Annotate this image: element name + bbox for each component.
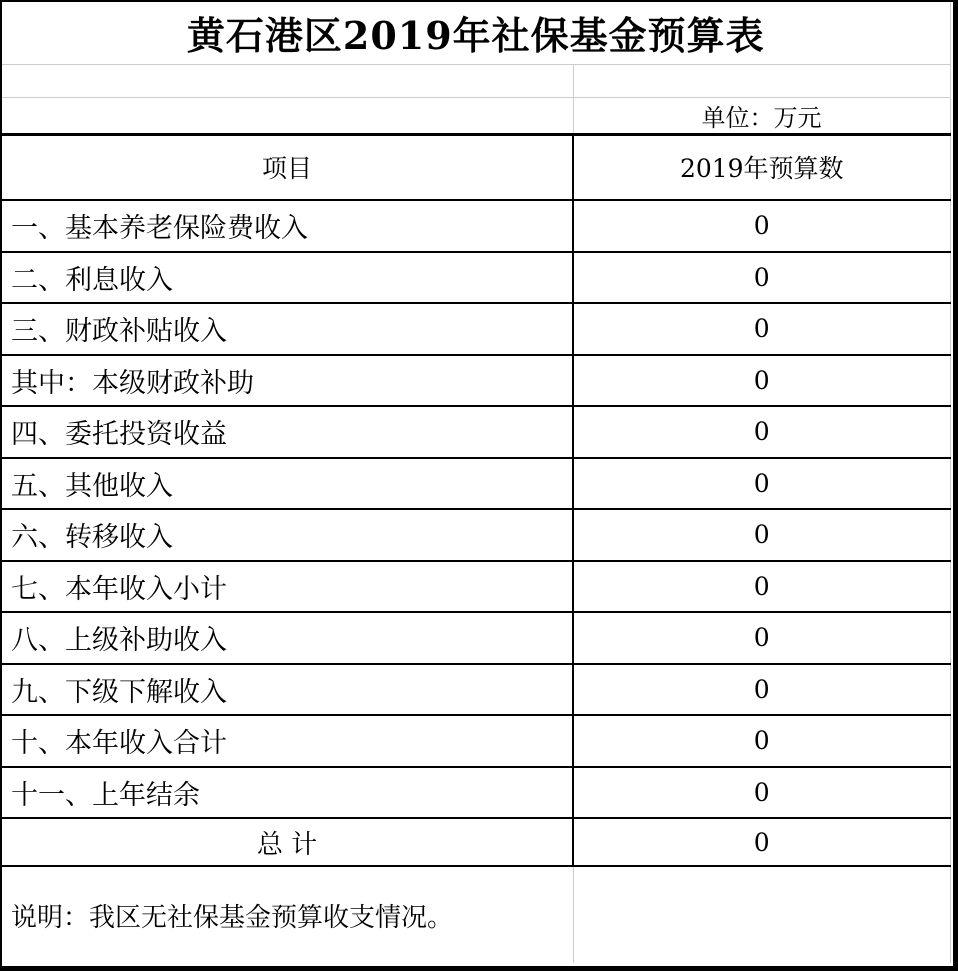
table-row xyxy=(2,664,950,716)
table-row xyxy=(2,200,950,252)
row-value: 0 xyxy=(573,612,950,664)
note-text: 说明：我区无社保基金预算收支情况。 xyxy=(2,866,573,963)
column-header-budget: 2019年预算数 xyxy=(573,134,950,200)
table-row xyxy=(2,303,950,355)
title-row xyxy=(2,2,950,64)
empty-cell xyxy=(2,97,573,134)
row-value: 0 xyxy=(573,509,950,561)
table-row xyxy=(2,715,950,767)
row-value: 0 xyxy=(573,715,950,767)
empty-cell xyxy=(573,866,950,963)
total-row xyxy=(2,818,950,866)
note-row xyxy=(2,866,950,963)
row-value: 0 xyxy=(573,200,950,252)
row-label: 七、本年收入小计 xyxy=(2,561,573,613)
row-label: 十、本年收入合计 xyxy=(2,715,573,767)
row-label: 六、转移收入 xyxy=(2,509,573,561)
row-value: 0 xyxy=(573,664,950,716)
row-label: 九、下级下解收入 xyxy=(2,664,573,716)
row-value: 0 xyxy=(573,561,950,613)
table-row xyxy=(2,561,950,613)
row-label: 八、上级补助收入 xyxy=(2,612,573,664)
spacer-row xyxy=(2,64,950,97)
row-label: 十一、上年结余 xyxy=(2,767,573,819)
row-value: 0 xyxy=(573,767,950,819)
table-row xyxy=(2,458,950,510)
page-title: 黄石港区2019年社保基金预算表 xyxy=(2,2,950,64)
table-row xyxy=(2,252,950,304)
row-value: 0 xyxy=(573,303,950,355)
row-value: 0 xyxy=(573,355,950,407)
budget-table xyxy=(2,2,951,963)
table-row xyxy=(2,767,950,819)
row-label: 三、财政补贴收入 xyxy=(2,303,573,355)
row-label: 五、其他收入 xyxy=(2,458,573,510)
row-label: 四、委托投资收益 xyxy=(2,406,573,458)
table-row xyxy=(2,355,950,407)
row-label: 二、利息收入 xyxy=(2,252,573,304)
total-label: 总 计 xyxy=(2,818,573,866)
unit-row xyxy=(2,97,950,134)
row-value: 0 xyxy=(573,406,950,458)
total-value: 0 xyxy=(573,818,950,866)
table-row xyxy=(2,406,950,458)
row-label: 一、基本养老保险费收入 xyxy=(2,200,573,252)
row-value: 0 xyxy=(573,252,950,304)
table-row xyxy=(2,612,950,664)
column-header-item: 项目 xyxy=(2,134,573,200)
table-row xyxy=(2,509,950,561)
row-value: 0 xyxy=(573,458,950,510)
column-header-row xyxy=(2,134,950,200)
empty-cell xyxy=(2,64,573,97)
row-label: 其中：本级财政补助 xyxy=(2,355,573,407)
empty-cell xyxy=(573,64,950,97)
unit-label: 单位：万元 xyxy=(573,97,950,134)
